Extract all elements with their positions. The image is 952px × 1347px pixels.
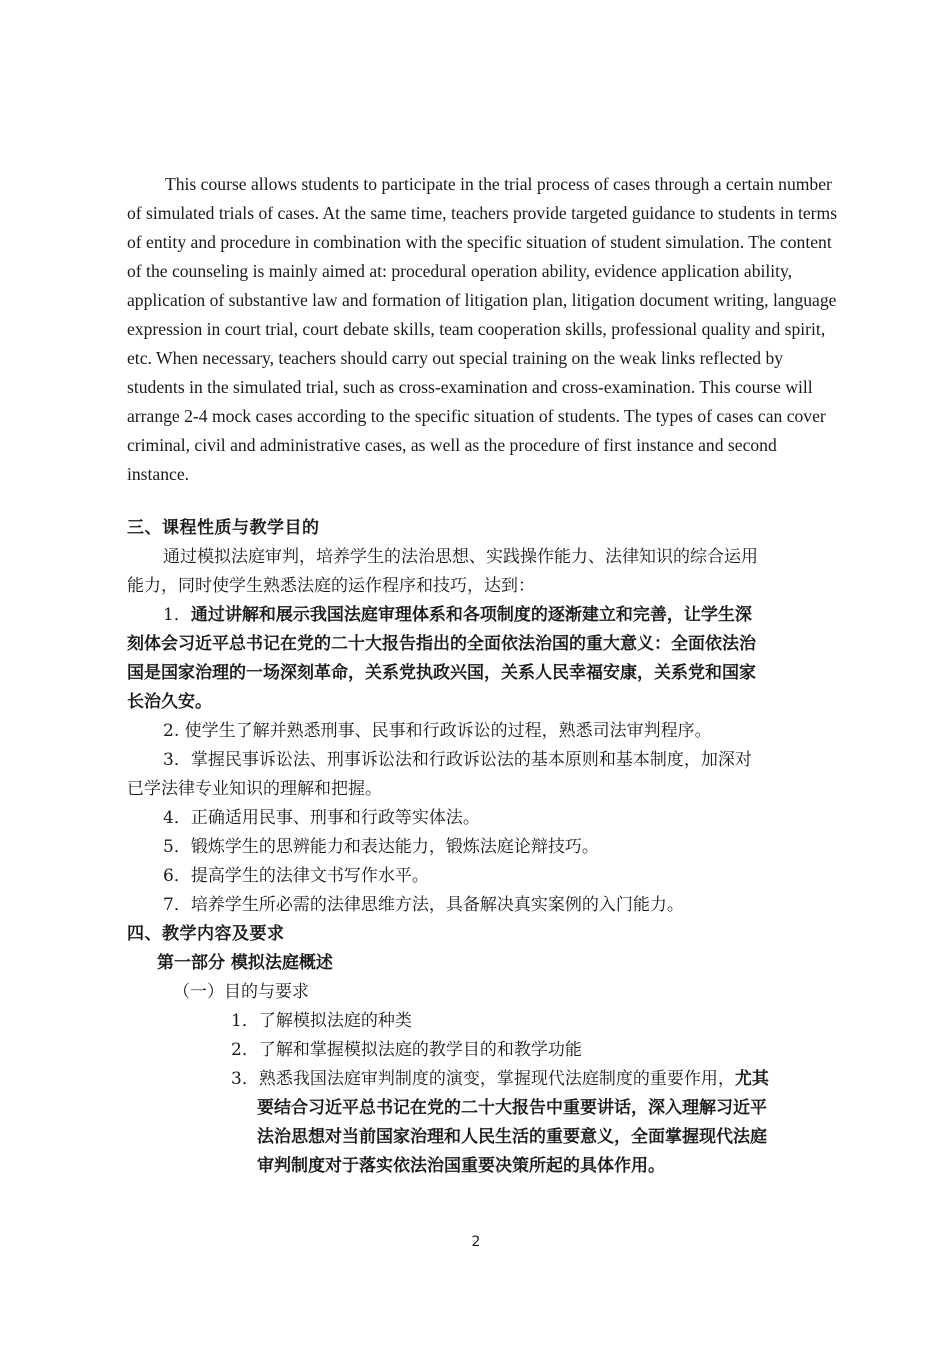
requirement-3-line1 <box>127 1065 839 1094</box>
objective-item-1-line3: 国是国家治理的一场深刻革命，关系党执政兴国，关系人民幸福安康，关系党和国家 <box>127 663 756 683</box>
objective-item-4: 4．正确适用民事、刑事和行政等实体法。 <box>163 808 480 828</box>
part1-title: 第一部分 模拟法庭概述 <box>157 953 333 973</box>
subsection-purpose-requirements: （一）目的与要求 <box>173 982 309 1002</box>
objective-item-1-text: 通过讲解和展示我国法庭审理体系和各项制度的逐渐建立和完善，让学生深 <box>190 605 752 625</box>
requirement-3-text: 3．熟悉我国法庭审判制度的演变，掌握现代法庭制度的重要作用， <box>231 1069 735 1089</box>
english-paragraph: This course allows students to participate in the trial process of cases through a certain number of simulated trials of cases. At the same time, teachers provide targeted guidance to students in terms of entity and procedure in combination with the specific situation of student simulation. The content of the counseling is mainly aimed at: procedural operation ability, evidence application ability, application of substantive law and formation of litigation plan, litigation document writing, language expression in court trial, court debate skills, team cooperation skills, professional quality and spirit, etc. When necessary, teachers should carry out special training on the weak links reflected by students in the simulated trial, such as cross-examination and cross-examination. This course will arrange 2-4 mock cases according to the specific situation of students. The types of cases can cover criminal, civil and administrative cases, as well as the procedure of first instance and second instance. <box>127 174 838 484</box>
requirement-3-line2: 要结合习近平总书记在党的二十大报告中重要讲话，深入理解习近平 <box>257 1098 767 1118</box>
english-course-description <box>127 170 839 489</box>
requirement-3-line3: 法治思想对当前国家治理和人民生活的重要意义，全面掌握现代法庭 <box>257 1127 767 1147</box>
requirement-3-line4: 审判制度对于落实依法治国重要决策所起的具体作用。 <box>257 1156 665 1176</box>
objective-item-1-number: 1． <box>163 605 191 625</box>
objective-item-7: 7．培养学生所必需的法律思维方法，具备解决真实案例的入门能力。 <box>163 895 684 915</box>
chinese-body <box>127 514 839 1181</box>
section4-heading: 四、教学内容及要求 <box>127 924 285 944</box>
objective-item-1-line4: 长治久安。 <box>127 692 212 712</box>
section3-heading: 三、课程性质与教学目的 <box>127 518 320 538</box>
objective-item-2: 2. 使学生了解并熟悉刑事、民事和行政诉讼的过程，熟悉司法审判程序。 <box>163 721 712 741</box>
objective-item-6: 6．提高学生的法律文书写作水平。 <box>163 866 429 886</box>
page-number: 2 <box>471 1234 481 1250</box>
objective-item-1-line2: 刻体会习近平总书记在党的二十大报告指出的全面依法治国的重大意义：全面依法治 <box>127 634 756 654</box>
requirement-1: 1．了解模拟法庭的种类 <box>231 1011 412 1031</box>
requirement-3-emphasis: 尤其 <box>734 1069 769 1089</box>
objective-item-3-line1: 3．掌握民事诉讼法、刑事诉讼法和行政诉讼法的基本原则和基本制度，加深对 <box>163 750 752 770</box>
section3-intro-line2: 能力，同时使学生熟悉法庭的运作程序和技巧，达到： <box>127 576 535 596</box>
objective-item-1-line1 <box>127 601 839 630</box>
objective-item-5: 5．锻炼学生的思辨能力和表达能力，锻炼法庭论辩技巧。 <box>163 837 599 857</box>
requirement-2: 2．了解和掌握模拟法庭的教学目的和教学功能 <box>231 1040 582 1060</box>
objective-item-3-line2: 已学法律专业知识的理解和把握。 <box>127 779 382 799</box>
section3-intro-line1: 通过模拟法庭审判，培养学生的法治思想、实践操作能力、法律知识的综合运用 <box>163 547 758 567</box>
